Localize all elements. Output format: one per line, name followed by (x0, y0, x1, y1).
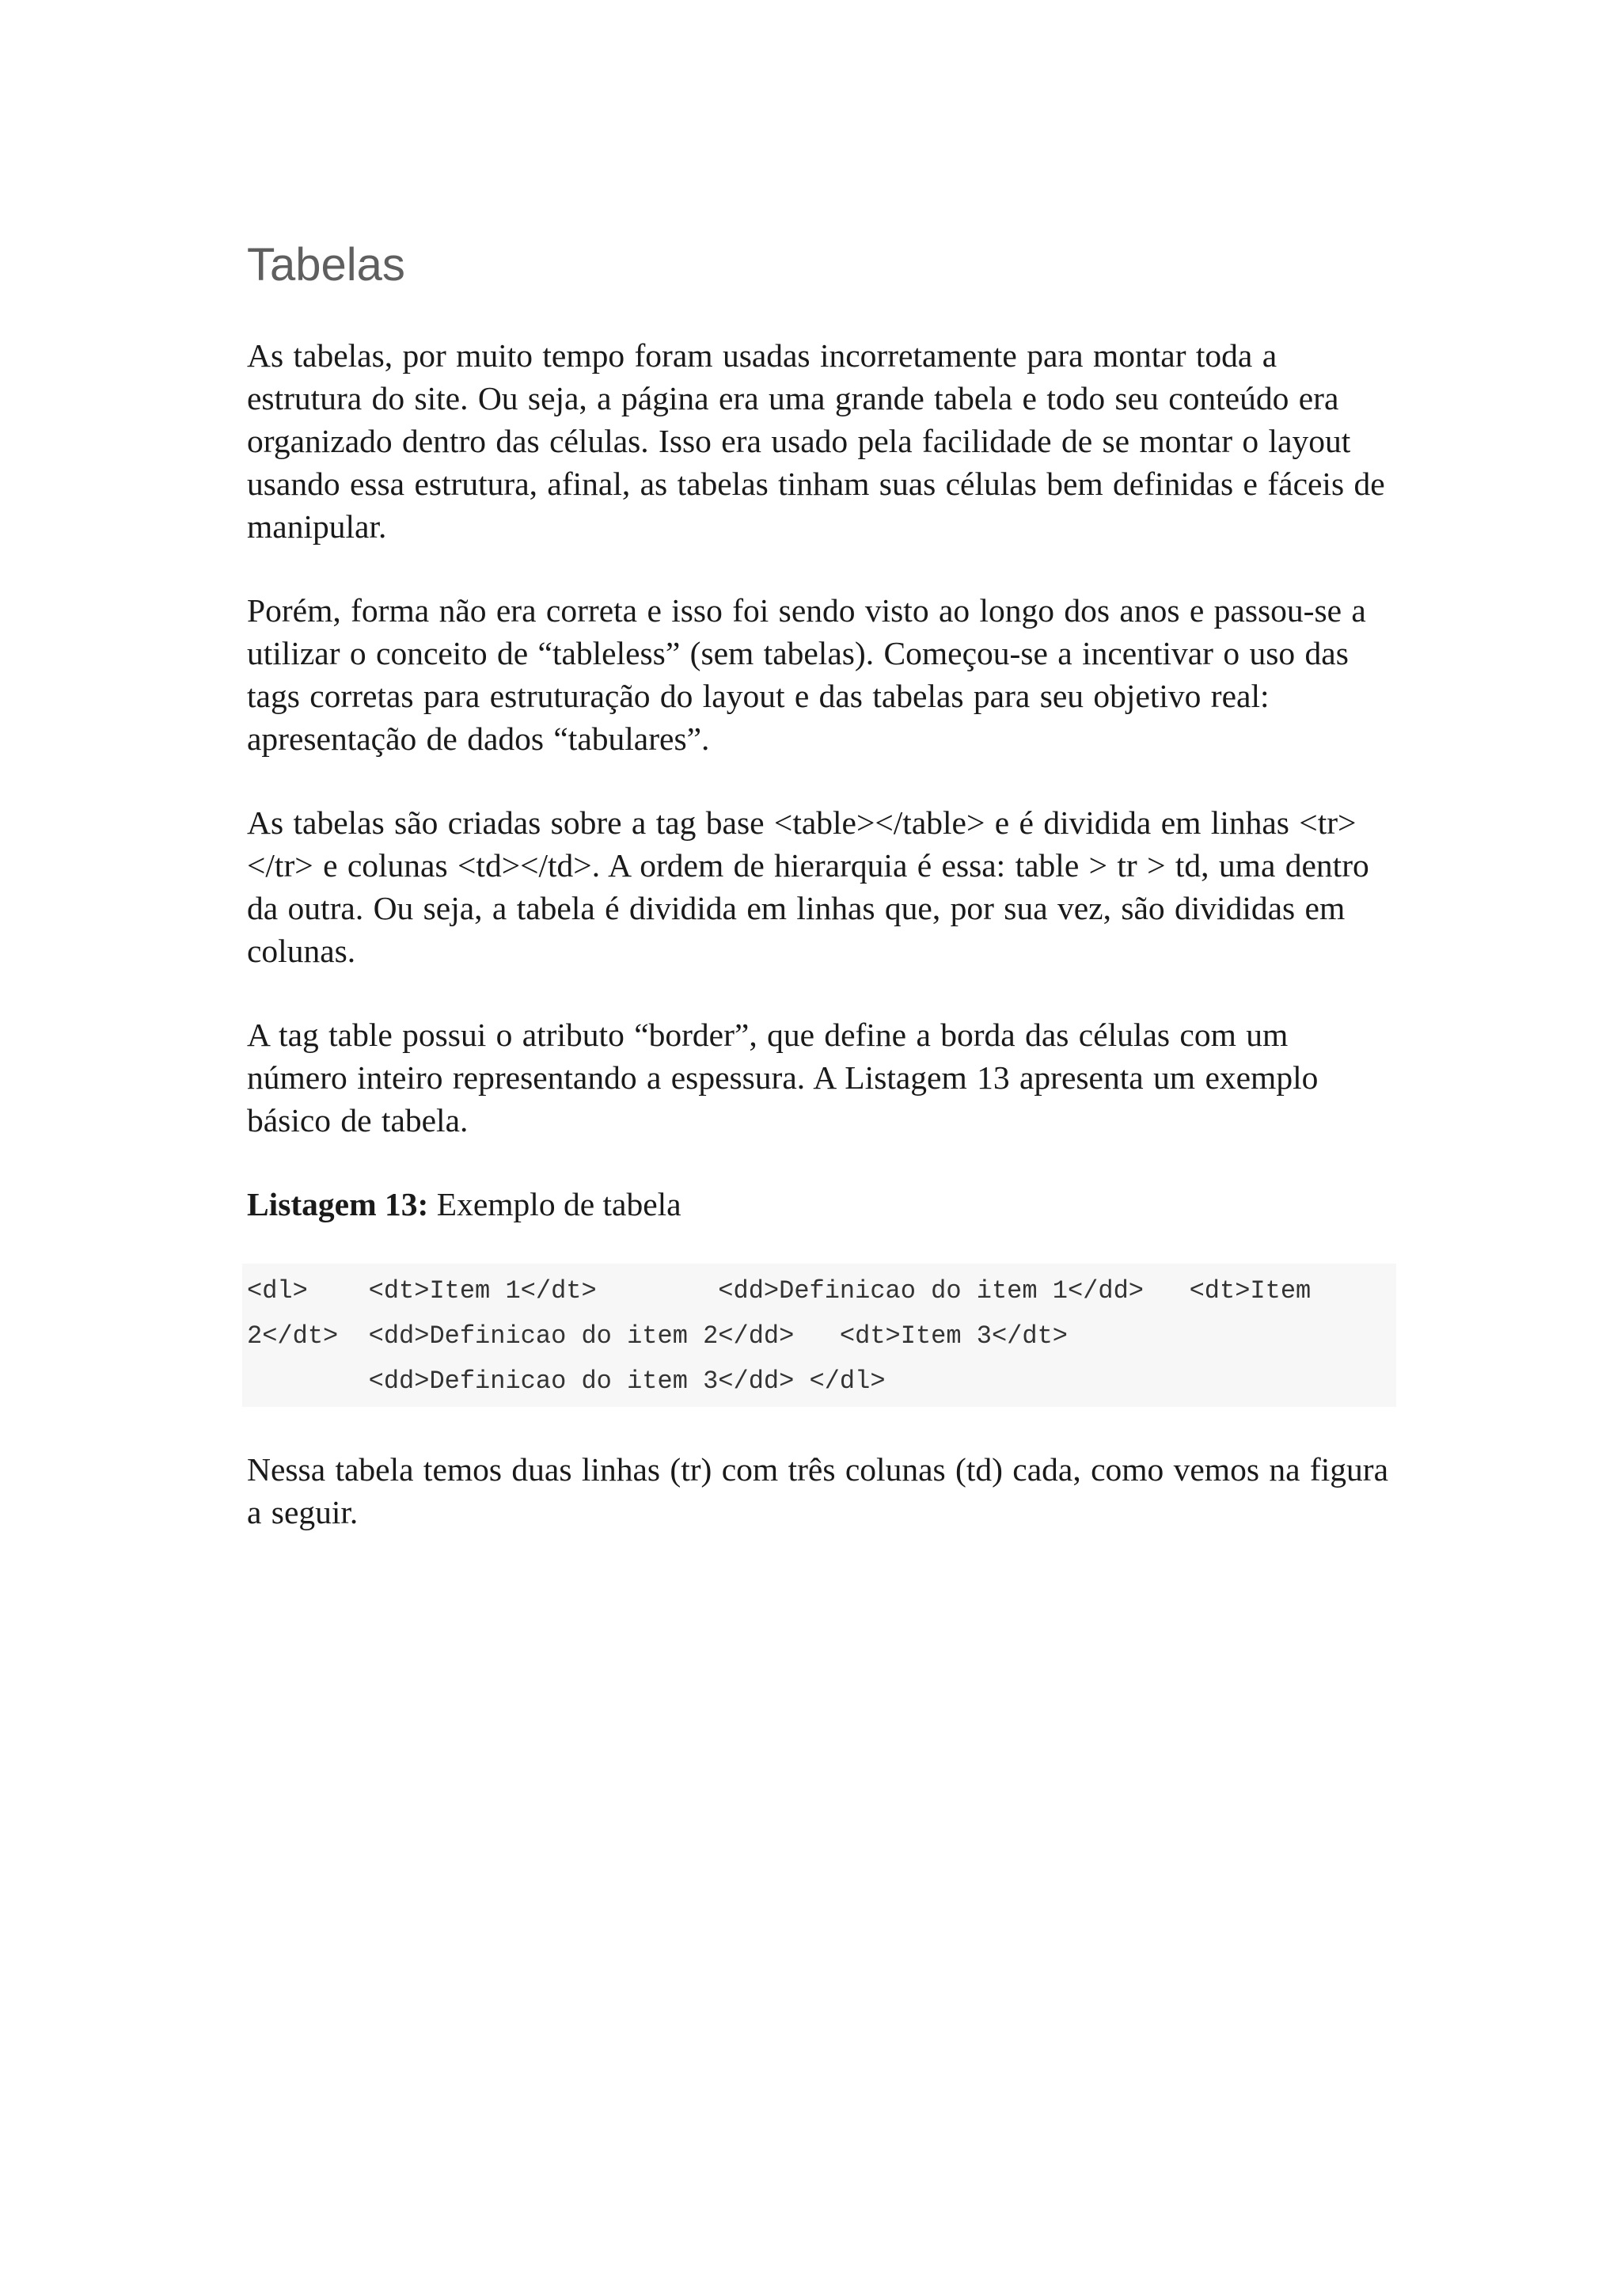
section-heading: Tabelas (247, 239, 405, 291)
paragraph-3: As tabelas são criadas sobre a tag base <table></table> e é dividida em linhas <tr></tr> e colunas <td></td>. A ordem de hierarquia é essa: table > tr > td, uma dentro da outra. Ou seja, a tabela é dividida em linhas que, por sua vez, são divididas em colunas. (247, 804, 1369, 969)
code-line-3: <dd>Definicao do item 3</dd> </dl> (247, 1366, 886, 1396)
page-content (247, 238, 1391, 1575)
listing-label: Listagem 13: (247, 1185, 429, 1222)
closing-paragraph: Nessa tabela temos duas linhas (tr) com três colunas (td) cada, como vemos na figura a seguir. (247, 1450, 1388, 1530)
code-listing (242, 1264, 1396, 1407)
paragraph-2: Porém, forma não era correta e isso foi sendo visto ao longo dos anos e passou-se a utilizar o conceito de “tableless” (sem tabelas). Começou-se a incentivar o uso das tags corretas para estruturação do layout e das tabelas para seu objetivo real: apresentação de dados “tabulares”. (247, 591, 1366, 757)
code-line-2: 2</dt> <dd>Definicao do item 2</dd> <dt>Item 3</dt> (247, 1321, 1068, 1351)
paragraph-1: As tabelas, por muito tempo foram usadas incorretamente para montar toda a estrutura do site. Ou seja, a página era uma grande tabela e todo seu conteúdo era organizado dentro das células. Isso era usado pela facilidade de se montar o layout usando essa estrutura, afinal, as tabelas tinham suas células bem definidas e fáceis de manipular. (247, 336, 1385, 545)
code-line-1: <dl> <dt>Item 1</dt> <dd>Definicao do item 1</dd> <dt>Item (247, 1275, 1312, 1306)
listing-caption (247, 1183, 1391, 1226)
listing-title: Exemplo de tabela (428, 1185, 681, 1222)
paragraph-4: A tag table possui o atributo “border”, que define a borda das células com um número inteiro representando a espessura. A Listagem 13 apresenta um exemplo básico de tabela. (247, 1016, 1319, 1138)
